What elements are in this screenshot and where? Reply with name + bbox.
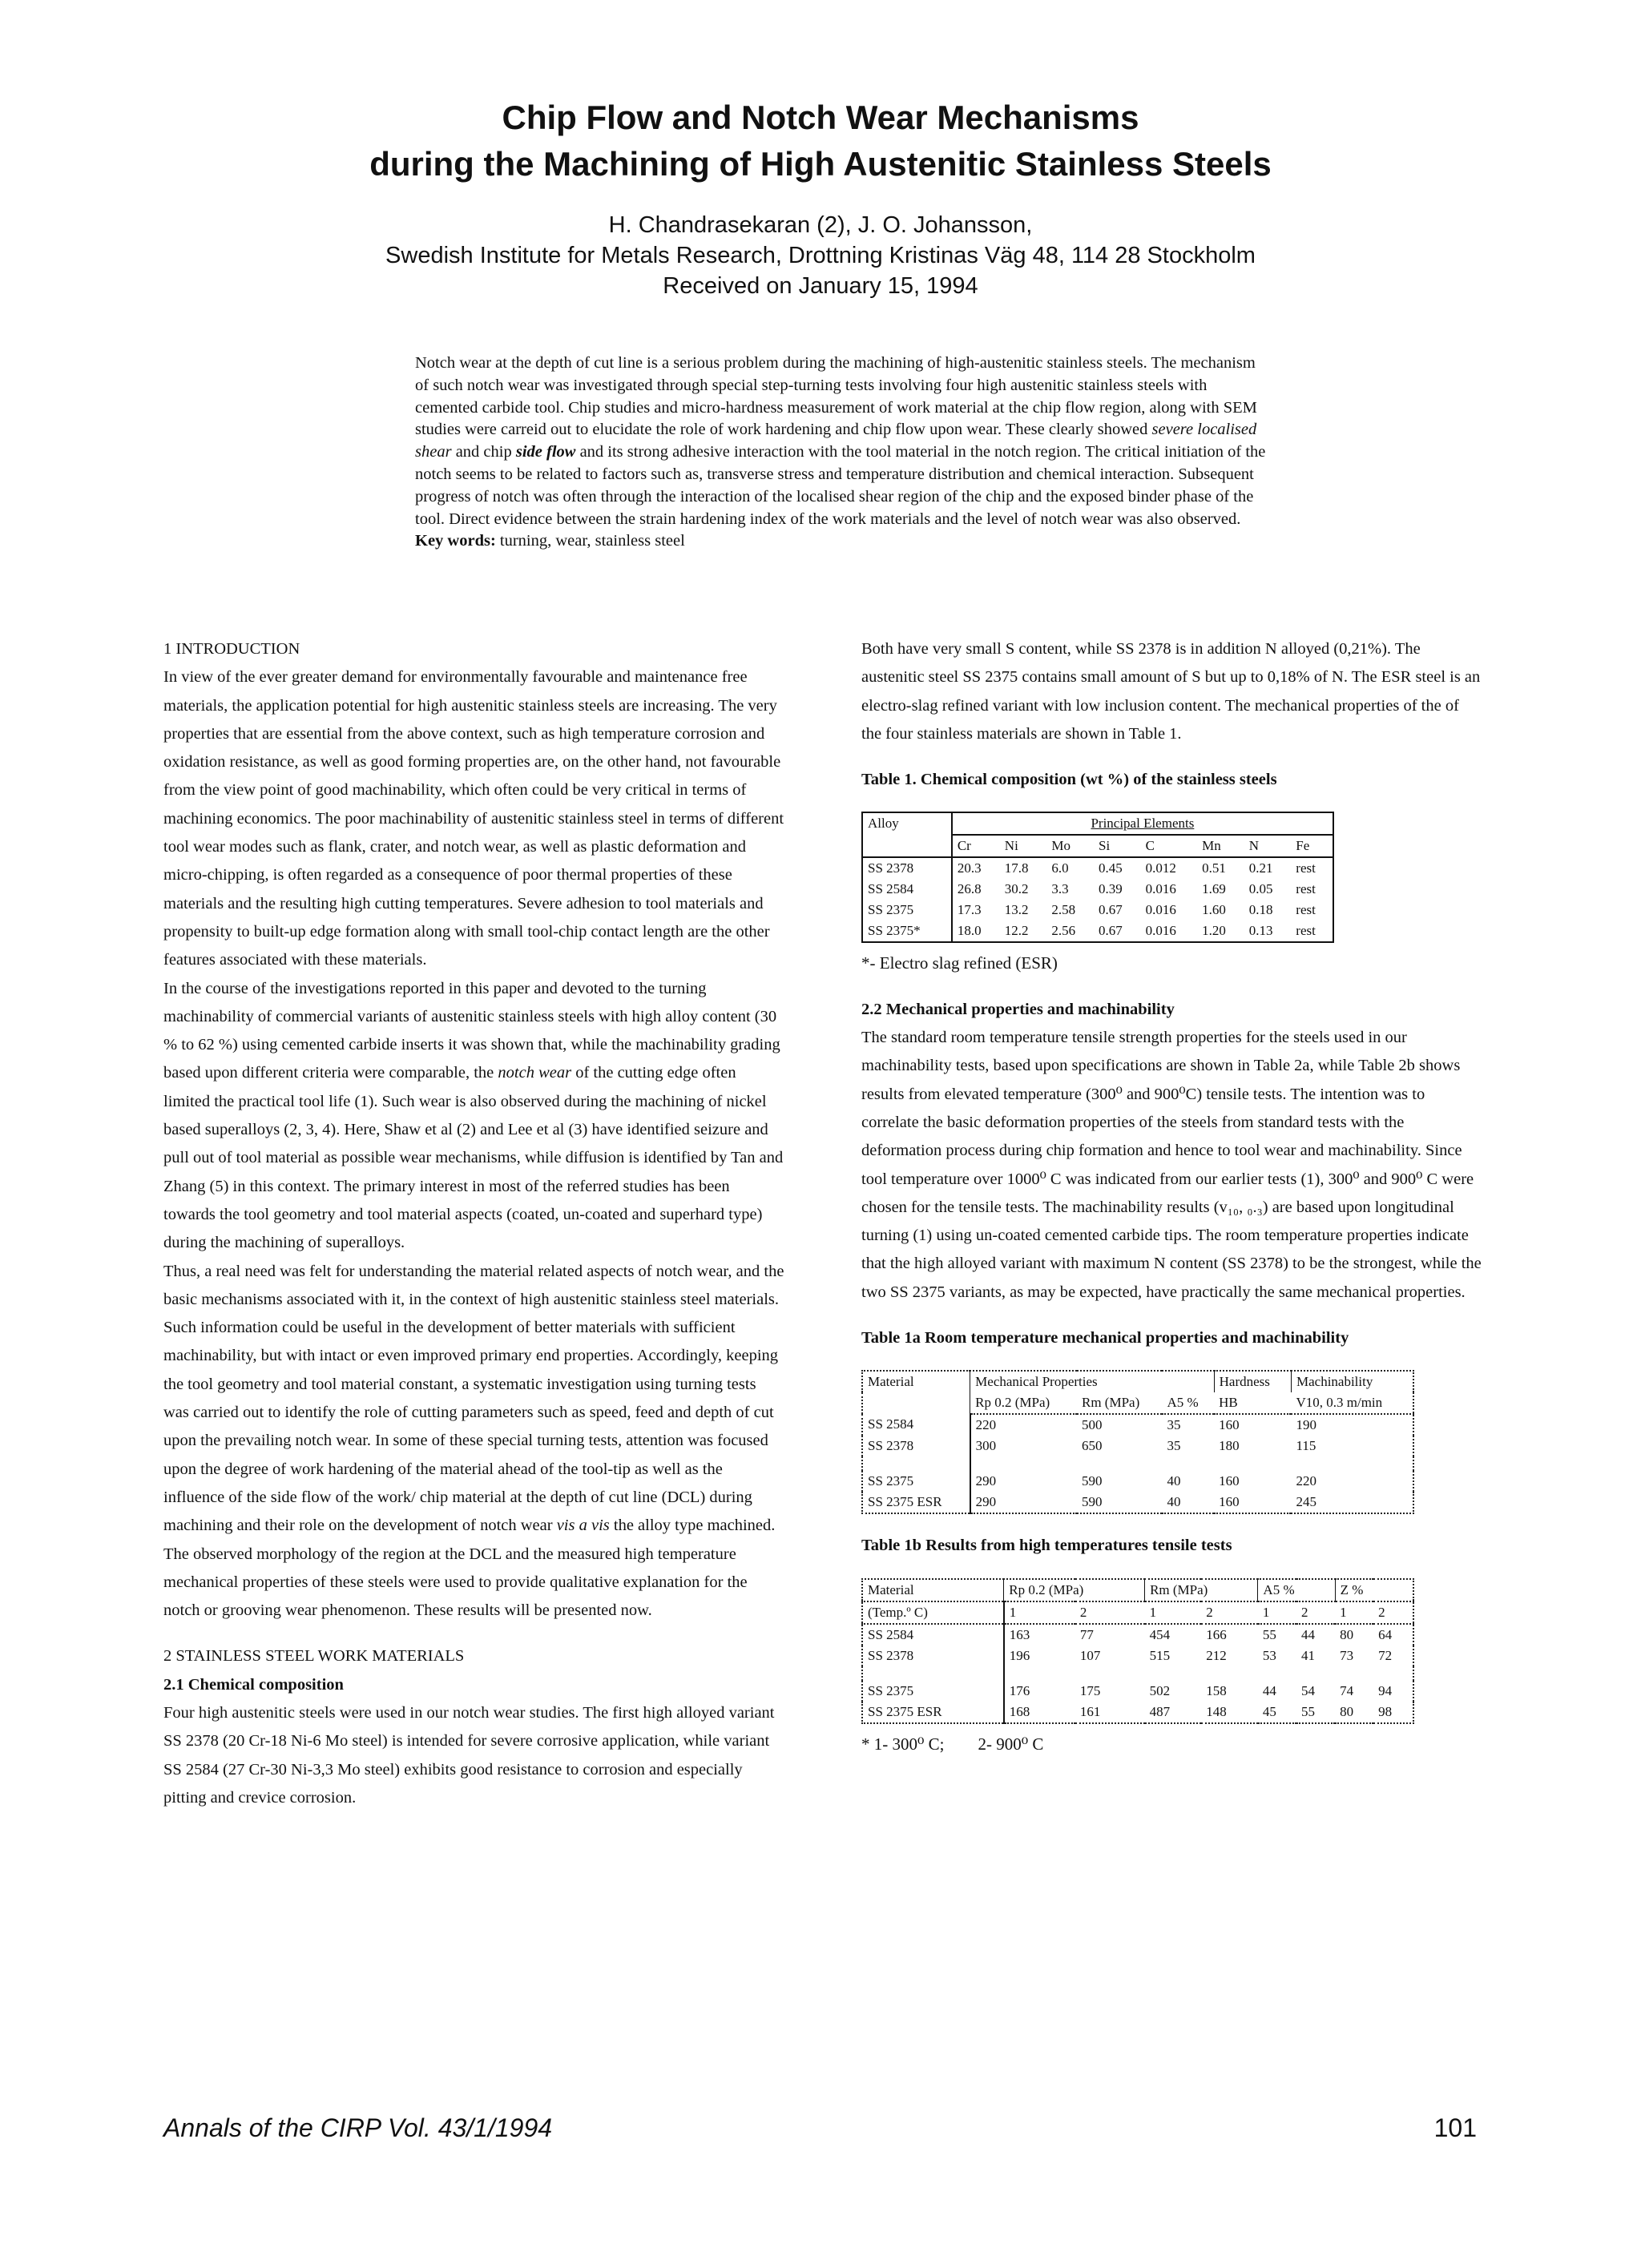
left-column — [163, 635, 784, 1812]
subsection-heading-mechanical: 2.2 Mechanical properties and machinability — [861, 1000, 1175, 1018]
table1-col-header: Mo — [1046, 835, 1094, 857]
table1a-col-header: A5 % — [1162, 1392, 1214, 1414]
table1b-temp-header: (Temp.º C) — [862, 1601, 1004, 1624]
page-number: 101 — [1433, 2113, 1477, 2142]
table1a-group-header: Mechanical Properties — [970, 1371, 1214, 1392]
table-row: SS 2584 163 77 454 166 55 44 80 64 — [862, 1624, 1413, 1646]
table1-col-header: Ni — [1000, 835, 1047, 857]
paper-title — [0, 95, 1641, 187]
mechanical-paragraph: The standard room temperature tensile strength properties for the steels used in our machinability tests, based upon specifications are shown in Table 2a, while Table 2b shows results from elevated temperature (300⁰ and 900⁰C) tensile tests. The intention was to correlate the basic deformation properties of the steels from standard tests with the deformation process during chip formation and hence to tool wear and machinability. Since tool temperature over 1000⁰ C was indicated from our earlier tests (1), 300⁰ and 900⁰ C were chosen for the tensile tests. The machinability results (v₁₀, ₀.₃) are based upon longitudinal turning (1) using un-coated cemented carbide tips. The room temperature properties indicate that the high alloyed variant with maximum N content (SS 2378) to be the strongest, while the two SS 2375 variants, as may be expected, have practically the same mechanical properties. — [861, 1029, 1482, 1301]
table-row: SS 2378 20.3 17.8 6.0 0.45 0.012 0.51 0.21 rest — [862, 857, 1333, 879]
table-row: SS 2378 300 650 35 180 115 — [862, 1436, 1413, 1456]
table1b-high-temperature: Material Rp 0.2 (MPa) Rm (MPa) A5 % Z % (Temp.º C) 1 2 1 2 1 2 1 2 SS 2584 163 77 454 166 55 44 80 64 SS 2378 196 107 515 212 53 41 73 72 SS 2375 176 175 502 158 44 54 74 94 SS 2375 ESR 168 161 487 148 45 55 80 98 — [861, 1578, 1414, 1724]
title-line-1: Chip Flow and Notch Wear Mechanisms — [502, 99, 1139, 136]
table1-col-header: N — [1244, 835, 1292, 857]
table-row: SS 2584 220 500 35 160 190 — [862, 1414, 1413, 1436]
table1b-group-header: Rp 0.2 (MPa) — [1004, 1579, 1145, 1601]
table1b-material-header: Material — [862, 1579, 1004, 1601]
received-date: Received on January 15, 1994 — [663, 273, 978, 299]
table1-col-header: Si — [1094, 835, 1141, 857]
right-column — [861, 635, 1482, 1758]
table1b-group-header: Z % — [1335, 1579, 1413, 1601]
table1b-caption: Table 1b Results from high temperatures tensile tests — [861, 1537, 1232, 1555]
table1-col-header: C — [1141, 835, 1198, 857]
table1-alloy-header: Alloy — [862, 812, 952, 857]
keywords: Key words: turning, wear, stainless steel — [415, 532, 685, 550]
table1b-group-header: Rm (MPa) — [1145, 1579, 1258, 1601]
table1a-col-header: HB — [1214, 1392, 1291, 1414]
intro-paragraph-2: In the course of the investigations reported in this paper and devoted to the turning machinability of commercial variants of austenitic stainless steels with high alloy content (30 % to 62 %) using cemented carbide inserts it was shown that, while the machinability grading based upon different criteria were comparable, the notch wear of the cutting edge often limited the practical tool life (1). Such wear is also observed during the machining of nickel based superalloys (2, 3, 4). Here, Shaw et al (2) and Lee et al (3) have identified seizure and pull out of tool material as possible wear mechanisms, while diffusion is identified by Tan and Zhang (5) in this context. The primary interest in most of the referred studies has been towards the tool geometry and tool material aspects (coated, un-coated and superhard type) during the machining of superalloys. — [163, 979, 784, 1252]
subsection-heading-chemical: 2.1 Chemical composition — [163, 1675, 344, 1694]
table1b-footnote: * 1- 300⁰ C; 2- 900⁰ C — [861, 1734, 1044, 1754]
table1-col-header: Fe — [1291, 835, 1333, 857]
intro-paragraph-1: In view of the ever greater demand for environmentally favourable and maintenance free materials, the application potential for high austenitic stainless steels are increasing. The very properties that are essential from the above context, such as high temperature corrosion and oxidation resistance, as well as good forming properties are, on the other hand, not favourable from the view point of good machinability, which often could be very critical in terms of machining economics. The poor machinability of austenitic stainless steel in terms of different tool wear modes such as flank, crater, and notch wear, as well as plastic deformation and micro-chipping, is often regarded as a consequence of poor thermal properties of these materials and the resulting high cutting temperatures. Severe adhesion to tool materials and propensity to built-up edge formation along with small tool-chip contact length are the other features associated with these materials. — [163, 668, 784, 969]
table1a-col-header: Rp 0.2 (MPa) — [970, 1392, 1077, 1414]
table-row: SS 2375 290 590 40 160 220 — [862, 1471, 1413, 1492]
table1a-col-header: Rm (MPa) — [1077, 1392, 1162, 1414]
title-line-2: during the Machining of High Austenitic Stainless Steels — [369, 145, 1272, 183]
table-row: SS 2378 196 107 515 212 53 41 73 72 — [862, 1646, 1413, 1666]
table-row: SS 2375 17.3 13.2 2.58 0.67 0.016 1.60 0.18 rest — [862, 900, 1333, 920]
table1-col-header: Cr — [952, 835, 1000, 857]
table1a-col-header: V10, 0.3 m/min — [1291, 1392, 1413, 1414]
journal-footer: Annals of the CIRP Vol. 43/1/1994 — [163, 2113, 553, 2142]
table1-col-header: Mn — [1197, 835, 1244, 857]
authors: H. Chandrasekaran (2), J. O. Johansson, — [608, 212, 1033, 238]
materials-paragraph: Both have very small S content, while SS 2378 is in addition N alloyed (0,21%). The austenitic steel SS 2375 contains small amount of S but up to 0,18% of N. The ESR steel is an electro-slag refined variant with low inclusion content. The mechanical properties of the of the four stainless materials are shown in Table 1. — [861, 640, 1481, 743]
table-row: SS 2375 ESR 168 161 487 148 45 55 80 98 — [862, 1702, 1413, 1723]
abstract-text: Notch wear at the depth of cut line is a serious problem during the machining of high-austenitic stainless steels. The mechanism of such notch wear was investigated through special step-turning tests involving four high austenitic stainless steels with cemented carbide tool. Chip studies and micro-hardness measurement of work material at the chip flow region, along with SEM studies were carreid out to elucidate the role of work hardening and chip flow upon wear. These clearly showed severe localised shear and chip side flow and its strong adhesive interaction with the tool material in the notch region. The critical initiation of the notch seems to be related to factors such as, transverse stress and temperature distribution and chemical interaction. Subsequent progress of notch was often through the interaction of the localised shear region of the chip and the exposed binder phase of the tool. Direct evidence between the strain hardening index of the work materials and the level of notch wear was also observed. — [415, 354, 1266, 528]
table-row: SS 2375* 18.0 12.2 2.56 0.67 0.016 1.20 0.13 rest — [862, 920, 1333, 942]
author-block — [0, 210, 1641, 301]
table1a-group-header: Machinability — [1291, 1371, 1413, 1392]
table1b-group-header: A5 % — [1258, 1579, 1335, 1601]
table1a-group-header: Hardness — [1214, 1371, 1291, 1392]
section-heading-introduction: 1 INTRODUCTION — [163, 640, 300, 658]
table1-chemical-composition — [861, 812, 1334, 943]
table-row: SS 2375 ESR 290 590 40 160 245 — [862, 1492, 1413, 1513]
table-row: SS 2375 176 175 502 158 44 54 74 94 — [862, 1681, 1413, 1702]
intro-paragraph-3: Thus, a real need was felt for understanding the material related aspects of notch wear, and the basic mechanisms associated with it, in the context of high austenitic stainless steel materials. Such information could be useful in the development of better materials with sufficient machinability, but with intact or even improved primary end properties. Accordingly, keeping the tool geometry and tool material constant, a systematic investigation using turning tests was carried out to identify the role of cutting parameters such as speed, feed and depth of cut upon the prevailing notch wear. In some of these special turning tests, attention was focused upon the degree of work hardening of the material ahead of the tool-tip as well as the influence of the side flow of the work/ chip material at the depth of cut line (DCL) during machining and their role on the development of notch wear vis a vis the alloy type machined. The observed morphology of the region at the DCL and the measured high temperature mechanical properties of these steels were used to provide qualitative explanation for the notch or grooving wear phenomenon. These results will be presented now. — [163, 1262, 784, 1620]
table-row: SS 2584 26.8 30.2 3.3 0.39 0.016 1.69 0.05 rest — [862, 879, 1333, 900]
table1-footnote: *- Electro slag refined (ESR) — [861, 953, 1058, 973]
chemical-paragraph: Four high austenitic steels were used in our notch wear studies. The first high alloyed variant SS 2378 (20 Cr-18 Ni-6 Mo steel) is intended for severe corrosive application, while variant SS 2584 (27 Cr-30 Ni-3,3 Mo steel) exhibits good resistance to corrosion and especially pitting and crevice corrosion. — [163, 1703, 775, 1807]
table1-caption: Table 1. Chemical composition (wt %) of the stainless steels — [861, 771, 1277, 789]
section-heading-materials: 2 STAINLESS STEEL WORK MATERIALS — [163, 1647, 465, 1666]
table1-group-header: Principal Elements — [952, 812, 1333, 835]
table1a-caption: Table 1a Room temperature mechanical properties and machinability — [861, 1329, 1349, 1348]
affiliation: Swedish Institute for Metals Research, Drottning Kristinas Väg 48, 114 28 Stockholm — [385, 243, 1256, 268]
table1a-room-temperature — [861, 1370, 1414, 1514]
table1a-material-header: Material — [862, 1371, 970, 1414]
abstract — [415, 352, 1268, 553]
